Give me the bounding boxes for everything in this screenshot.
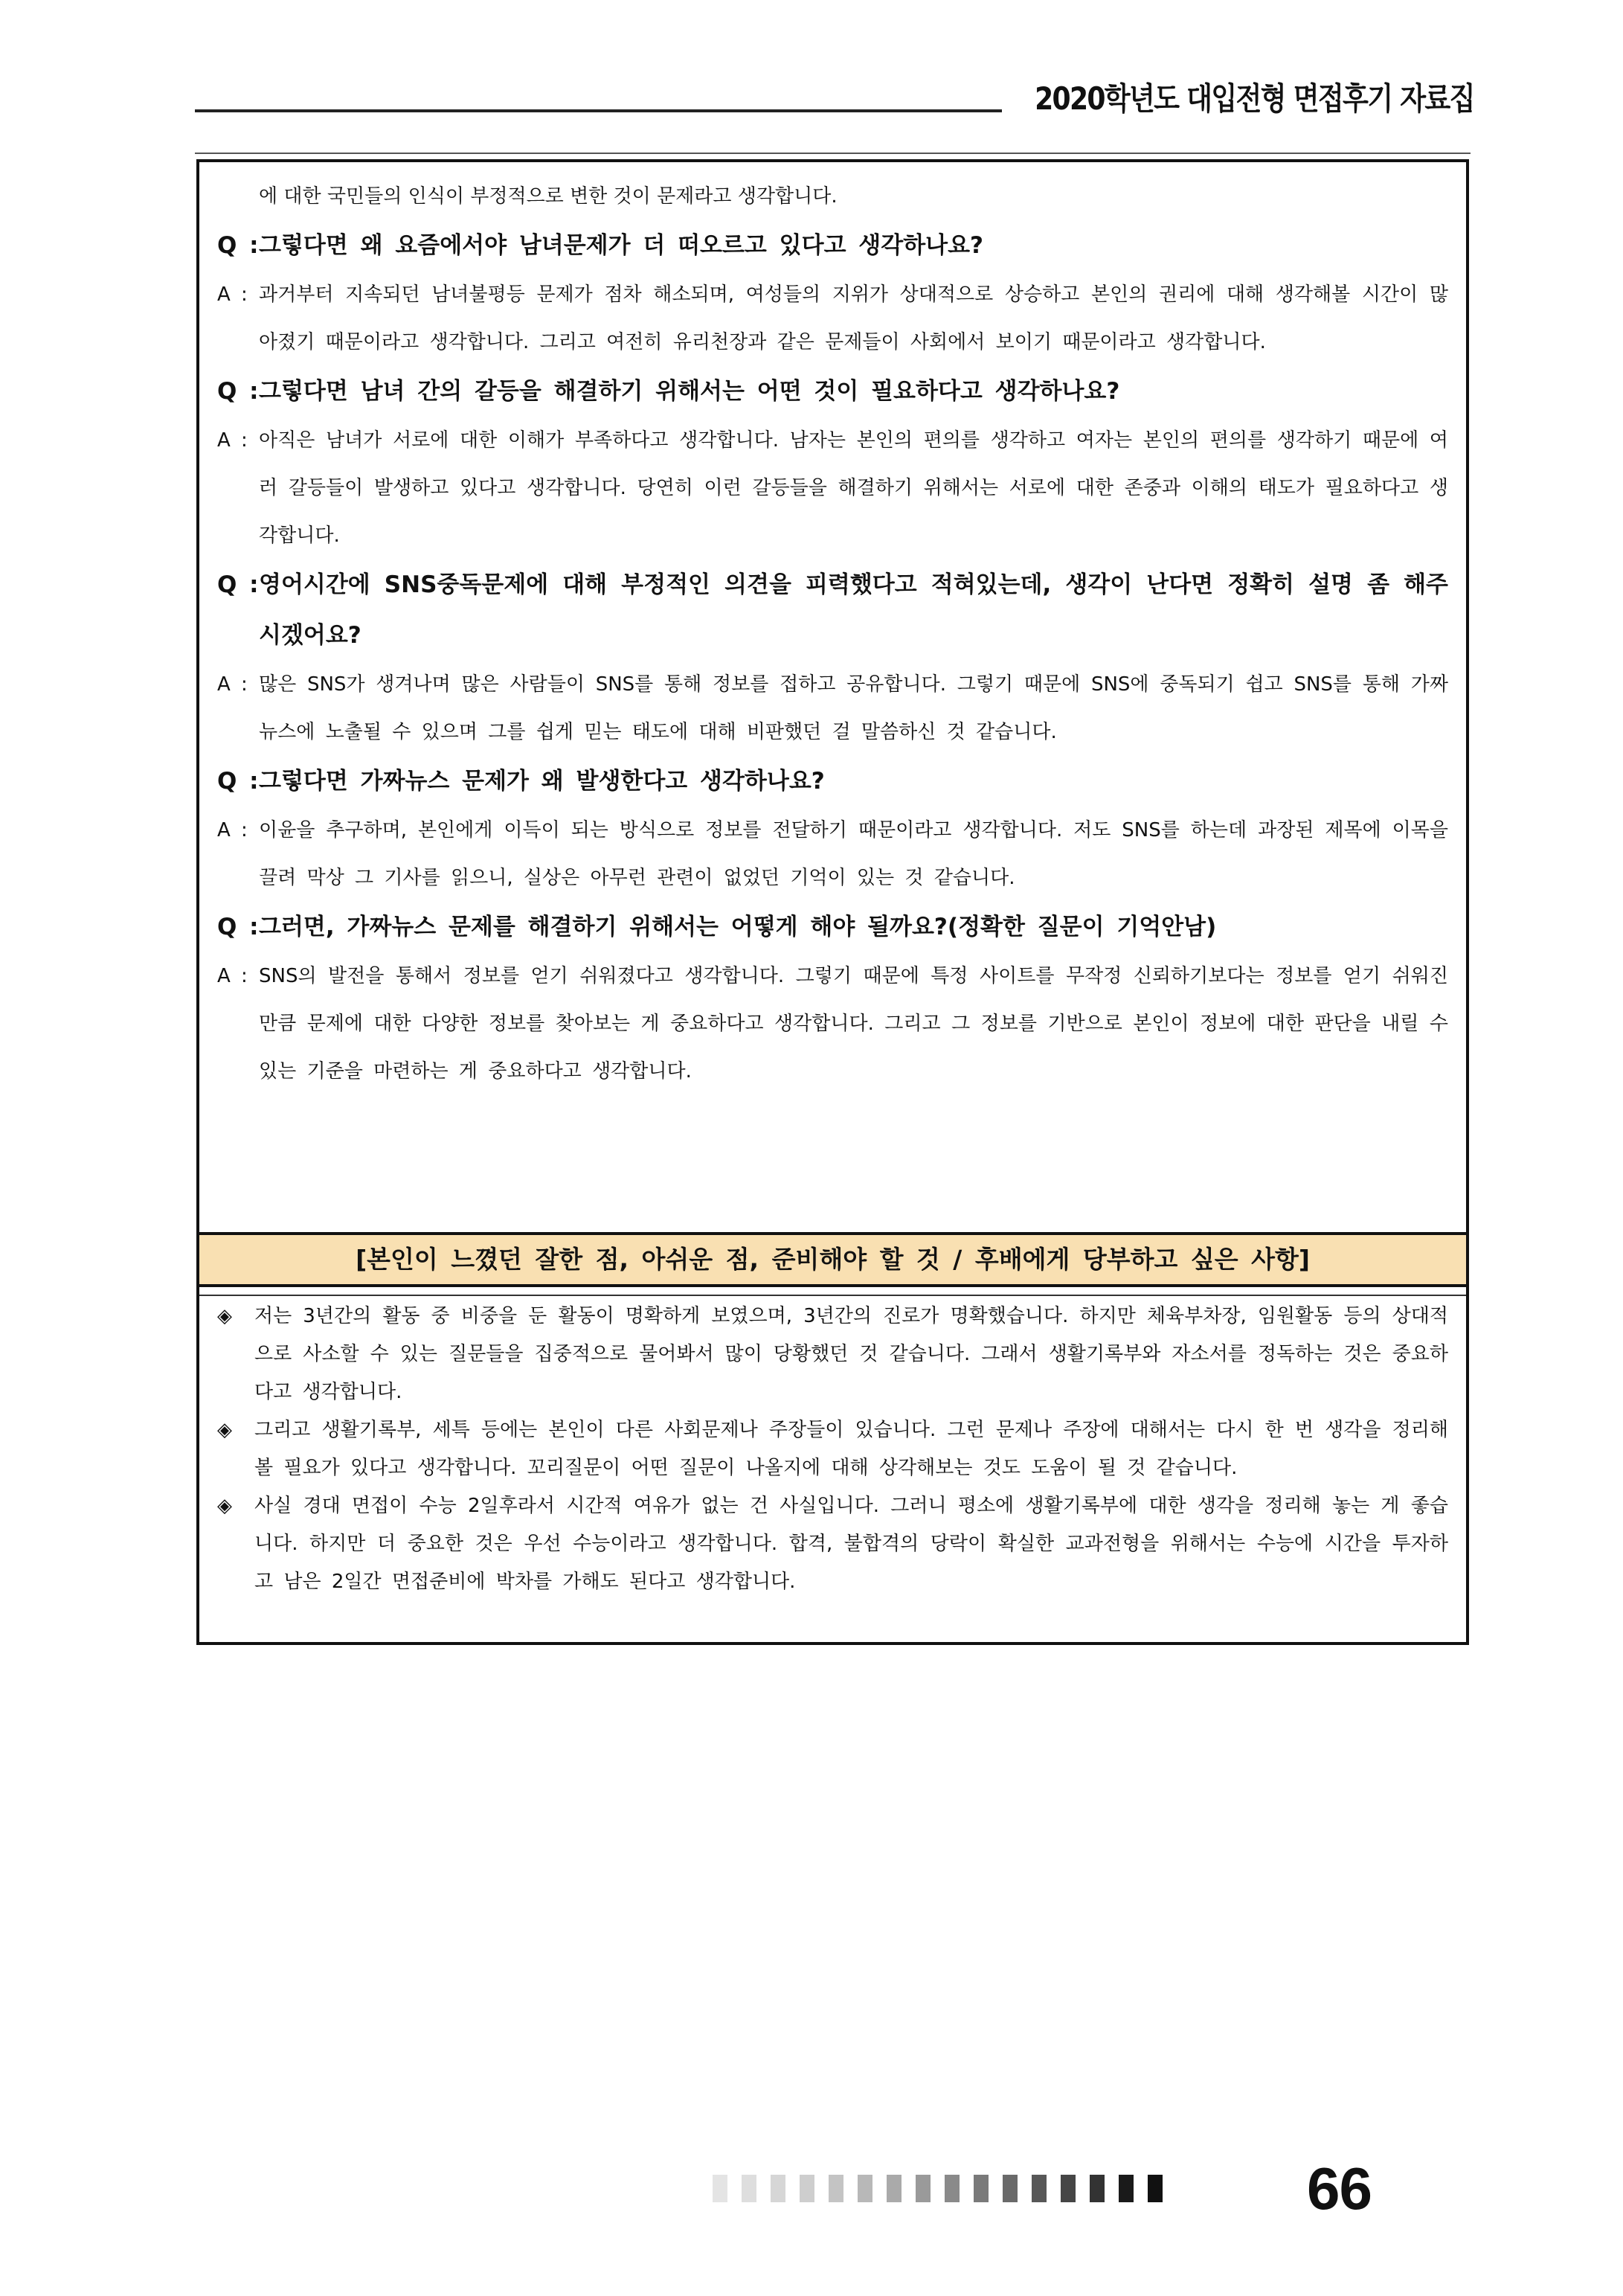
diamond-bullet-icon: ◈ (217, 1419, 232, 1441)
document-title: 2020학년도 대입전형 면접후기 자료집 (1035, 80, 1474, 117)
answer-2 (217, 417, 1448, 559)
question-5 (217, 902, 1448, 952)
qa-section (217, 173, 1448, 1095)
tip-text: 그리고 생활기록부, 세특 등에는 본인이 다른 사회문제나 주장들이 있습니다. 그런 문제나 주장에 대해서는 다시 한 번 생각을 정리해 볼 필요가 있다고 생각합니다. 꼬리질문이 어떤 질문이 나올지에 대해 상각해보는 것도 도움이 될 것 같습니다. (254, 1419, 1448, 1479)
pager-block (1119, 2175, 1134, 2202)
header-rule (195, 153, 1471, 154)
tips-rule (199, 1295, 1466, 1296)
tip-text: 저는 3년간의 활동 중 비중을 둔 활동이 명확하게 보였으며, 3년간의 진로가 명확했습니다. 하지만 체육부차장, 임원활동 등의 상대적으로 사소할 수 있는 질문들을 집중적으로 물어봐서 많이 당황했던 것 같습니다. 그래서 생활기록부와 자소서를 정독하는 것은 중요하다고 생각합니다. (254, 1305, 1448, 1403)
pager-block (974, 2175, 989, 2202)
interview-content-box (196, 159, 1469, 1645)
question-1 (217, 220, 1448, 271)
pager-block (1003, 2175, 1018, 2202)
answer-prefix: A : (217, 673, 248, 696)
answer-text: 과거부터 지속되던 남녀불평등 문제가 점차 해소되며, 여성들의 지위가 상대적으로 상승하고 본인의 권리에 대해 생각해볼 시간이 많아졌기 때문이라고 생각합니다. 그리고 여전히 유리천장과 같은 문제들이 사회에서 보이기 때문이라고 생각합니다. (259, 283, 1448, 353)
tip-item (217, 1411, 1448, 1487)
page-number: 66 (1307, 2155, 1372, 2222)
pager-block (1090, 2175, 1105, 2202)
answer-prefix: A : (217, 283, 248, 306)
pager-block (858, 2175, 872, 2202)
tips-list (217, 1298, 1448, 1601)
pager-block (887, 2175, 902, 2202)
diamond-bullet-icon: ◈ (217, 1305, 232, 1327)
question-prefix: Q : (217, 378, 259, 405)
page-gradient-bar (713, 2175, 1163, 2202)
question-4 (217, 756, 1448, 807)
answer-prefix: A : (217, 819, 248, 841)
pager-block (1061, 2175, 1076, 2202)
pager-block (1148, 2175, 1163, 2202)
answer-3 (217, 661, 1448, 756)
diamond-bullet-icon: ◈ (217, 1495, 232, 1517)
answer-1 (217, 271, 1448, 366)
header-underline (195, 109, 1002, 112)
question-text: 그러면, 가짜뉴스 문제를 해결하기 위해서는 어떻게 해야 될까요?(정확한 질문이 기억안남) (259, 914, 1217, 940)
question-2 (217, 366, 1448, 417)
question-text: 그렇다면 왜 요즘에서야 남녀문제가 더 떠오르고 있다고 생각하나요? (259, 232, 984, 259)
pager-block (916, 2175, 931, 2202)
pager-block (829, 2175, 843, 2202)
pager-block (713, 2175, 727, 2202)
answer-text: 많은 SNS가 생겨나며 많은 사람들이 SNS를 통해 정보를 접하고 공유합니다. 그렇기 때문에 SNS에 중독되기 쉽고 SNS를 통해 가짜뉴스에 노출될 수 있으며 그를 쉽게 믿는 태도에 대해 비판했던 걸 말씀하신 것 같습니다. (259, 673, 1448, 743)
answer-prefix: A : (217, 429, 248, 452)
question-prefix: Q : (217, 768, 259, 795)
question-text: 영어시간에 SNS중독문제에 대해 부정적인 의견을 피력했다고 적혀있는데, 생각이 난다면 정확히 설명 좀 해주시겠어요? (259, 571, 1448, 649)
answer-4 (217, 807, 1448, 902)
pager-block (742, 2175, 756, 2202)
question-text: 그렇다면 남녀 간의 갈등을 해결하기 위해서는 어떤 것이 필요하다고 생각하나요? (259, 378, 1120, 405)
answer-text: 아직은 남녀가 서로에 대한 이해가 부족하다고 생각합니다. 남자는 본인의 편의를 생각하고 여자는 본인의 편의를 생각하기 때문에 여러 갈등들이 발생하고 있다고 생각합니다. 당연히 이런 갈등들을 해결하기 위해서는 서로에 대한 존중과 이해의 태도가 필요하다고 생각합니다. (259, 429, 1448, 547)
question-prefix: Q : (217, 571, 259, 598)
answer-text: SNS의 발전을 통해서 정보를 얻기 쉬워졌다고 생각합니다. 그렇기 때문에 특정 사이트를 무작정 신뢰하기보다는 정보를 얻기 쉬워진 만큼 문제에 대한 다양한 정보를 찾아보는 게 중요하다고 생각합니다. 그리고 그 정보를 기반으로 본인이 정보에 대한 판단을 내릴 수 있는 기준을 마련하는 게 중요하다고 생각합니다. (259, 965, 1448, 1083)
answer-5 (217, 952, 1448, 1095)
question-prefix: Q : (217, 914, 259, 940)
answer-text: 이윤을 추구하며, 본인에게 이득이 되는 방식으로 정보를 전달하기 때문이라고 생각합니다. 저도 SNS를 하는데 과장된 제목에 이목을 끌려 막상 그 기사를 읽으니, 실상은 아무런 관련이 없었던 기억이 있는 것 같습니다. (259, 819, 1448, 889)
pager-block (945, 2175, 960, 2202)
intro-continuation: 에 대한 국민들의 인식이 부정적으로 변한 것이 문제라고 생각합니다. (259, 185, 838, 208)
pager-block (771, 2175, 785, 2202)
question-3 (217, 559, 1448, 661)
question-text: 그렇다면 가짜뉴스 문제가 왜 발생한다고 생각하나요? (259, 768, 825, 795)
answer-prefix: A : (217, 965, 248, 987)
tip-item (217, 1487, 1448, 1601)
pager-block (1032, 2175, 1047, 2202)
question-prefix: Q : (217, 232, 259, 259)
tip-text: 사실 경대 면접이 수능 2일후라서 시간적 여유가 없는 건 사실입니다. 그러니 평소에 생활기록부에 대한 생각을 정리해 놓는 게 좋습니다. 하지만 더 중요한 것은 우선 수능이라고 생각합니다. 합격, 불합격의 당락이 확실한 교과전형을 위해서는 수능에 시간을 투자하고 남은 2일간 면접준비에 박차를 가해도 된다고 생각합니다. (254, 1495, 1448, 1593)
tips-heading: [본인이 느꼈던 잘한 점, 아쉬운 점, 준비해야 할 것 / 후배에게 당부하고 싶은 사항] (199, 1232, 1466, 1287)
pager-block (800, 2175, 814, 2202)
tip-item (217, 1298, 1448, 1411)
